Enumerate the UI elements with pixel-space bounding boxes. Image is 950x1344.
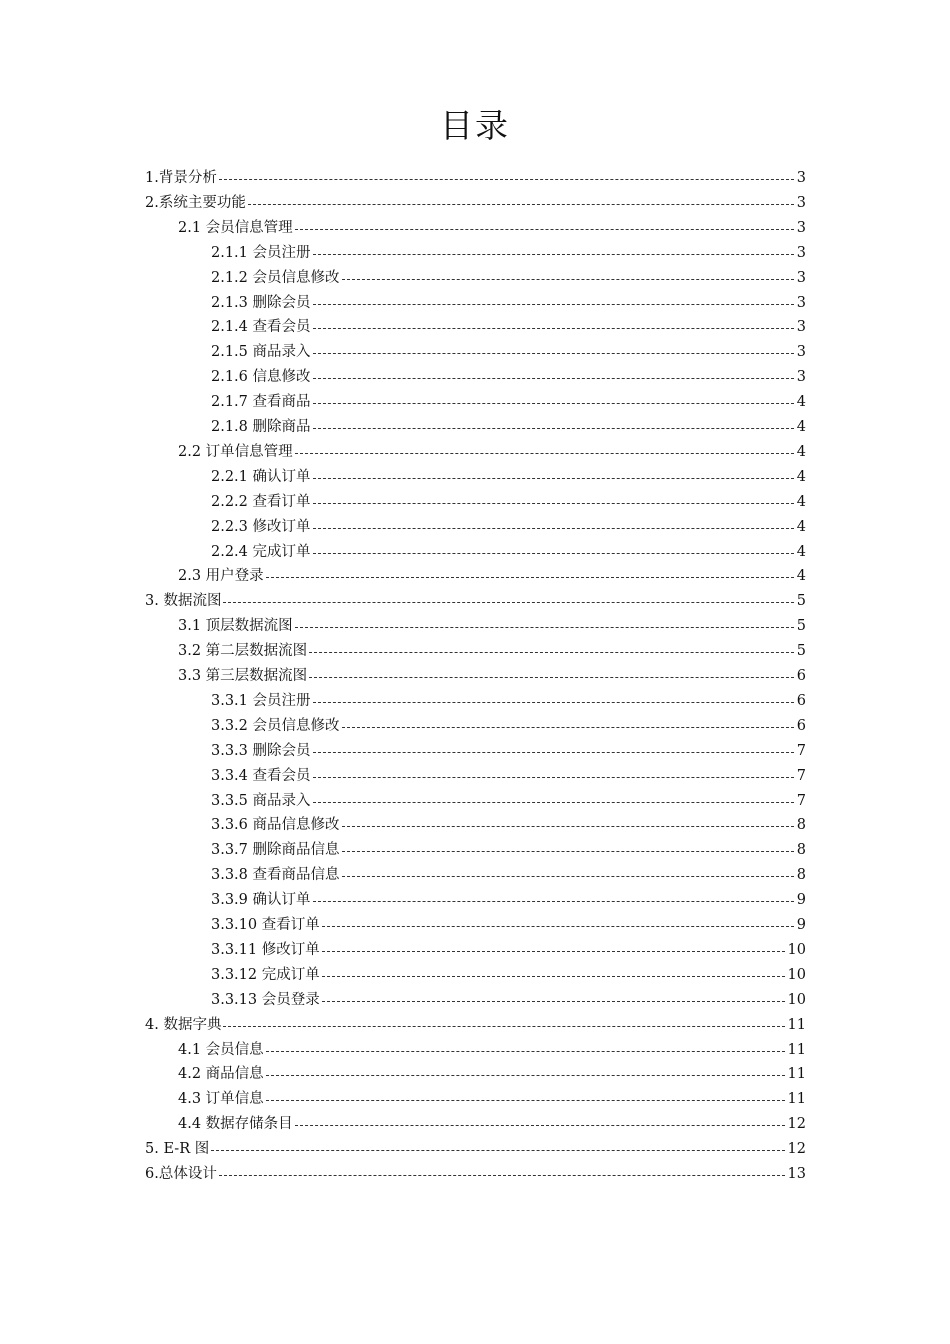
toc-entry-page-number: 4 <box>796 518 806 535</box>
toc-entry-label: 4.1 会员信息 <box>178 1041 264 1058</box>
toc-dot-leader <box>266 1100 785 1101</box>
toc-entry-label: 3.3.8 查看商品信息 <box>211 867 340 884</box>
toc-entry[interactable] <box>211 913 806 938</box>
toc-entry[interactable] <box>178 440 806 465</box>
toc-dot-leader <box>322 926 794 927</box>
toc-entry-page-number: 7 <box>796 792 806 809</box>
toc-entry-page-number: 4 <box>796 419 806 435</box>
toc-entry[interactable] <box>211 490 806 515</box>
toc-entry-page-number: 3 <box>796 219 806 236</box>
toc-entry-page-number: 4 <box>796 543 806 560</box>
toc-entry-page-number: 11 <box>787 1041 806 1058</box>
toc-entry-page-number: 6 <box>796 668 806 684</box>
toc-entry[interactable] <box>145 589 806 614</box>
toc-entry-page-number: 11 <box>787 1066 806 1083</box>
toc-entry[interactable] <box>145 1013 806 1038</box>
toc-entry[interactable] <box>211 266 806 291</box>
toc-dot-leader <box>266 1051 785 1052</box>
toc-entry-page-number: 10 <box>787 966 806 983</box>
toc-entry-label: 2.1.3 删除会员 <box>211 294 311 311</box>
toc-dot-leader <box>313 304 794 305</box>
toc-entry-label: 2.2 订单信息管理 <box>178 443 293 460</box>
toc-entry-label: 4.4 数据存储条目 <box>178 1116 293 1133</box>
toc-dot-leader <box>248 204 794 205</box>
toc-entry-page-number: 10 <box>787 941 806 958</box>
toc-entry-label: 4.2 商品信息 <box>178 1066 264 1083</box>
toc-entry[interactable] <box>178 1112 806 1137</box>
toc-entry-label: 5. E-R 图 <box>145 1141 210 1158</box>
toc-entry[interactable] <box>211 838 806 863</box>
toc-dot-leader <box>313 503 794 504</box>
toc-entry-page-number: 4 <box>796 443 806 460</box>
toc-entry[interactable] <box>211 764 806 789</box>
toc-entry[interactable] <box>211 540 806 565</box>
toc-entry-label: 3.3.7 删除商品信息 <box>211 842 340 859</box>
toc-dot-leader <box>309 652 794 653</box>
toc-dot-leader <box>342 826 794 827</box>
toc-dot-leader <box>313 702 794 703</box>
toc-entry-label: 3.3.12 完成订单 <box>211 966 320 983</box>
toc-entry-label: 2.1.6 信息修改 <box>211 369 311 386</box>
toc-entry[interactable] <box>211 315 806 340</box>
toc-entry-page-number: 3 <box>796 170 806 186</box>
toc-entry-label: 2.1.1 会员注册 <box>211 244 311 261</box>
toc-entry-page-number: 7 <box>796 767 806 784</box>
toc-entry-label: 2.1.4 查看会员 <box>211 319 311 336</box>
toc-dot-leader <box>266 577 794 578</box>
toc-dot-leader <box>322 1001 785 1002</box>
toc-entry-page-number: 8 <box>796 817 806 834</box>
toc-dot-leader <box>313 254 794 255</box>
toc-entry[interactable] <box>211 938 806 963</box>
toc-entry-page-number: 10 <box>787 991 806 1008</box>
toc-dot-leader <box>223 602 793 603</box>
toc-entry[interactable] <box>145 166 806 191</box>
toc-entry-label: 3.2 第二层数据流图 <box>178 643 308 660</box>
toc-entry[interactable] <box>211 714 806 739</box>
toc-entry-page-number: 3 <box>796 369 806 386</box>
toc-entry-label: 3.3.1 会员注册 <box>211 692 311 709</box>
toc-entry-label: 2.1.7 查看商品 <box>211 394 311 411</box>
toc-entry[interactable] <box>178 664 806 689</box>
toc-entry-label: 2.1.5 商品录入 <box>211 344 311 361</box>
toc-entry[interactable] <box>211 888 806 913</box>
toc-entry-page-number: 6 <box>796 717 806 734</box>
toc-entry[interactable] <box>211 789 806 814</box>
toc-entry[interactable] <box>211 291 806 316</box>
toc-dot-leader <box>309 677 794 678</box>
toc-entry-page-number: 7 <box>796 742 806 759</box>
toc-entry-page-number: 4 <box>796 493 806 510</box>
toc-entry-label: 2.2.4 完成订单 <box>211 543 311 560</box>
toc-dot-leader <box>313 752 794 753</box>
toc-dot-leader <box>322 951 785 952</box>
toc-entry-label: 2.3 用户登录 <box>178 568 264 585</box>
toc-dot-leader <box>219 179 794 180</box>
toc-entry[interactable] <box>211 390 806 415</box>
toc-entry-page-number: 9 <box>796 917 806 933</box>
toc-dot-leader <box>313 353 794 354</box>
toc-entry[interactable] <box>178 614 806 639</box>
toc-dot-leader <box>342 851 794 852</box>
toc-dot-leader <box>313 403 794 404</box>
toc-entry[interactable] <box>211 813 806 838</box>
toc-dot-leader <box>313 901 794 902</box>
toc-entry-label: 2.1.8 删除商品 <box>211 419 311 435</box>
toc-entry-label: 3.1 顶层数据流图 <box>178 618 293 635</box>
toc-entry-label: 2.2.3 修改订单 <box>211 518 311 535</box>
toc-dot-leader <box>313 802 794 803</box>
toc-entry-label: 3.3.11 修改订单 <box>211 941 320 958</box>
toc-dot-leader <box>219 1175 785 1176</box>
toc-entry-label: 3.3.3 删除会员 <box>211 742 311 759</box>
toc-entry[interactable] <box>211 689 806 714</box>
toc-entry-label: 2.2.1 确认订单 <box>211 468 311 485</box>
toc-entry[interactable] <box>211 515 806 540</box>
toc-entry-label: 2.1.2 会员信息修改 <box>211 269 340 286</box>
toc-entry-page-number: 5 <box>796 618 806 635</box>
toc-entry[interactable] <box>178 1062 806 1087</box>
toc-entry[interactable] <box>211 241 806 266</box>
toc-dot-leader <box>313 777 794 778</box>
toc-entry-page-number: 5 <box>796 643 806 660</box>
toc-entry-page-number: 11 <box>787 1091 806 1108</box>
toc-dot-leader <box>295 627 794 628</box>
toc-dot-leader <box>313 528 794 529</box>
toc-entry-page-number: 3 <box>796 344 806 361</box>
toc-entry[interactable] <box>145 1137 806 1162</box>
toc-entry[interactable] <box>211 963 806 988</box>
toc-entry-page-number: 8 <box>796 842 806 859</box>
toc-entry[interactable] <box>178 639 806 664</box>
toc-entry-page-number: 6 <box>796 692 806 709</box>
toc-entry-label: 6.总体设计 <box>145 1166 217 1182</box>
toc-dot-leader <box>211 1150 784 1151</box>
toc-entry-page-number: 13 <box>787 1166 806 1182</box>
toc-entry[interactable] <box>211 988 806 1013</box>
toc-entry-label: 2.1 会员信息管理 <box>178 219 293 236</box>
toc-entry[interactable] <box>211 863 806 888</box>
toc-entry-label: 1.背景分析 <box>145 170 217 186</box>
toc-entry-label: 4.3 订单信息 <box>178 1091 264 1108</box>
toc-entry-label: 3.3.10 查看订单 <box>211 917 320 933</box>
toc-entry-page-number: 9 <box>796 892 806 909</box>
toc-entry[interactable] <box>178 564 806 589</box>
toc-entry-label: 3.3 第三层数据流图 <box>178 668 308 684</box>
toc-entry-page-number: 4 <box>796 394 806 411</box>
toc-entry-label: 2.系统主要功能 <box>145 194 246 211</box>
toc-entry-page-number: 3 <box>796 244 806 261</box>
toc-entry[interactable] <box>178 1087 806 1112</box>
toc-dot-leader <box>295 229 794 230</box>
toc-dot-leader <box>223 1026 784 1027</box>
toc-dot-leader <box>313 553 794 554</box>
toc-dot-leader <box>313 378 794 379</box>
toc-entry[interactable] <box>211 739 806 764</box>
toc-entry-page-number: 12 <box>787 1116 806 1133</box>
toc-entry[interactable] <box>178 216 806 241</box>
toc-dot-leader <box>295 1125 785 1126</box>
toc-entry[interactable] <box>211 465 806 490</box>
toc-dot-leader <box>342 279 794 280</box>
toc-dot-leader <box>266 1075 785 1076</box>
toc-dot-leader <box>313 428 794 429</box>
toc-dot-leader <box>322 976 785 977</box>
toc-entry-page-number: 4 <box>796 468 806 485</box>
toc-entry[interactable] <box>145 191 806 216</box>
toc-entry-page-number: 4 <box>796 568 806 585</box>
toc-entry-page-number: 5 <box>796 593 806 610</box>
page-title: 目录 <box>440 106 510 145</box>
toc-entry-page-number: 12 <box>787 1141 806 1158</box>
toc-entry-label: 3.3.13 会员登录 <box>211 991 320 1008</box>
toc-entry[interactable] <box>211 340 806 365</box>
toc-entry-label: 3.3.9 确认订单 <box>211 892 311 909</box>
toc-entry-page-number: 3 <box>796 319 806 336</box>
toc-dot-leader <box>313 478 794 479</box>
toc-dot-leader <box>342 727 794 728</box>
toc-entry-label: 3.3.4 查看会员 <box>211 767 311 784</box>
toc-entry[interactable] <box>178 1038 806 1063</box>
toc-entry-label: 2.2.2 查看订单 <box>211 493 311 510</box>
toc-entry-label: 4. 数据字典 <box>145 1016 222 1033</box>
toc-entry-label: 3.3.6 商品信息修改 <box>211 817 340 834</box>
toc-dot-leader <box>342 876 794 877</box>
toc-entry[interactable] <box>211 365 806 390</box>
toc-entry[interactable] <box>145 1162 806 1187</box>
toc-entry-page-number: 3 <box>796 269 806 286</box>
toc-entry-label: 3.3.2 会员信息修改 <box>211 717 340 734</box>
toc-dot-leader <box>313 328 794 329</box>
toc-entry-page-number: 11 <box>787 1016 806 1033</box>
toc-dot-leader <box>295 453 794 454</box>
toc-entry-page-number: 8 <box>796 867 806 884</box>
toc-entry-page-number: 3 <box>796 194 806 211</box>
toc-entry[interactable] <box>211 415 806 440</box>
toc-entry-page-number: 3 <box>796 294 806 311</box>
toc-entry-label: 3.3.5 商品录入 <box>211 792 311 809</box>
toc-entry-label: 3. 数据流图 <box>145 593 222 610</box>
